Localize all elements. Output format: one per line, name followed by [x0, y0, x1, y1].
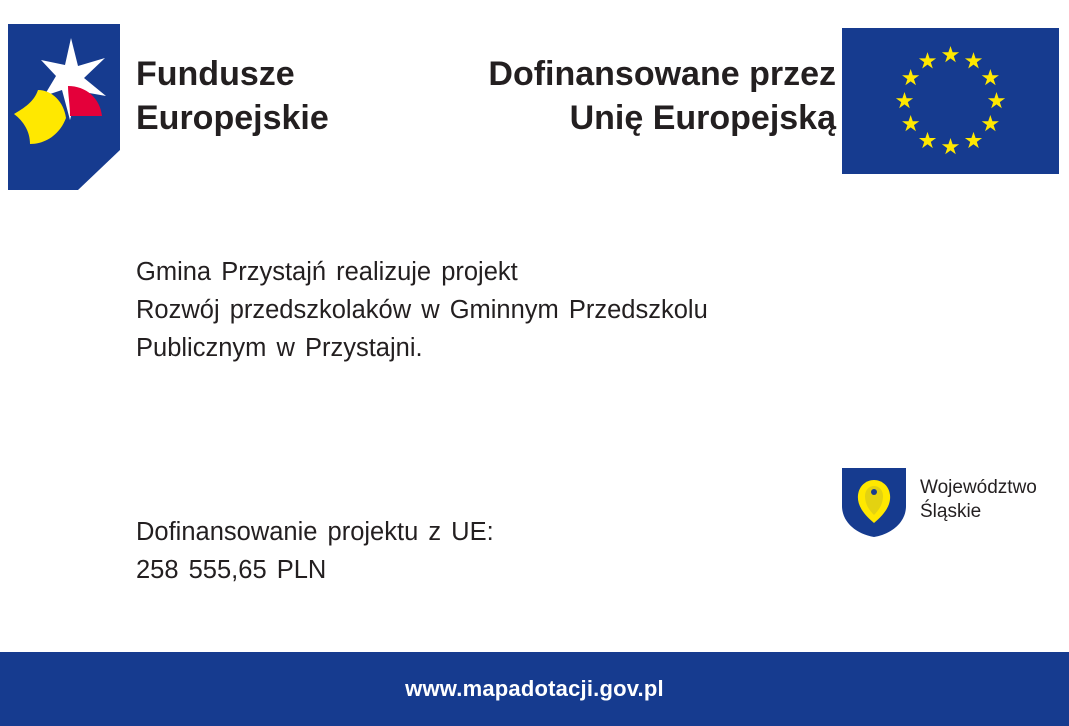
- title-europejskie: Europejskie: [136, 99, 329, 137]
- footer-bar: [0, 652, 1069, 726]
- title-dofinansowane-przez: Dofinansowane przez: [488, 55, 836, 93]
- funding-amount-block: [136, 513, 756, 589]
- european-union-flag: [842, 28, 1059, 174]
- voivodeship-line-1: Województwo: [920, 477, 1037, 498]
- project-description: [136, 253, 896, 367]
- funding-amount: 258 555,65 PLN: [136, 556, 327, 584]
- funding-label: Dofinansowanie projektu z UE:: [136, 518, 494, 546]
- footer-url[interactable]: www.mapadotacji.gov.pl: [405, 676, 664, 701]
- silesian-eagle-crest: [840, 466, 908, 538]
- voivodeship-logo: [840, 466, 1060, 538]
- fundusze-europejskie-logo: [8, 24, 120, 190]
- title-row-1: [136, 52, 836, 96]
- description-line-3: Publicznym w Przystajni.: [136, 334, 423, 362]
- voivodeship-line-2: Śląskie: [920, 501, 982, 522]
- voivodeship-label: [920, 476, 1037, 524]
- title-row-2: [136, 96, 836, 140]
- poster-title: [136, 52, 836, 140]
- description-line-1: Gmina Przystajń realizuje projekt: [136, 258, 518, 286]
- description-line-2: Rozwój przedszkolaków w Gminnym Przedszkolu: [136, 296, 708, 324]
- title-unie-europejska: Unię Europejską: [569, 99, 836, 137]
- title-fundusze: Fundusze: [136, 55, 295, 93]
- poster-header: [0, 0, 1069, 195]
